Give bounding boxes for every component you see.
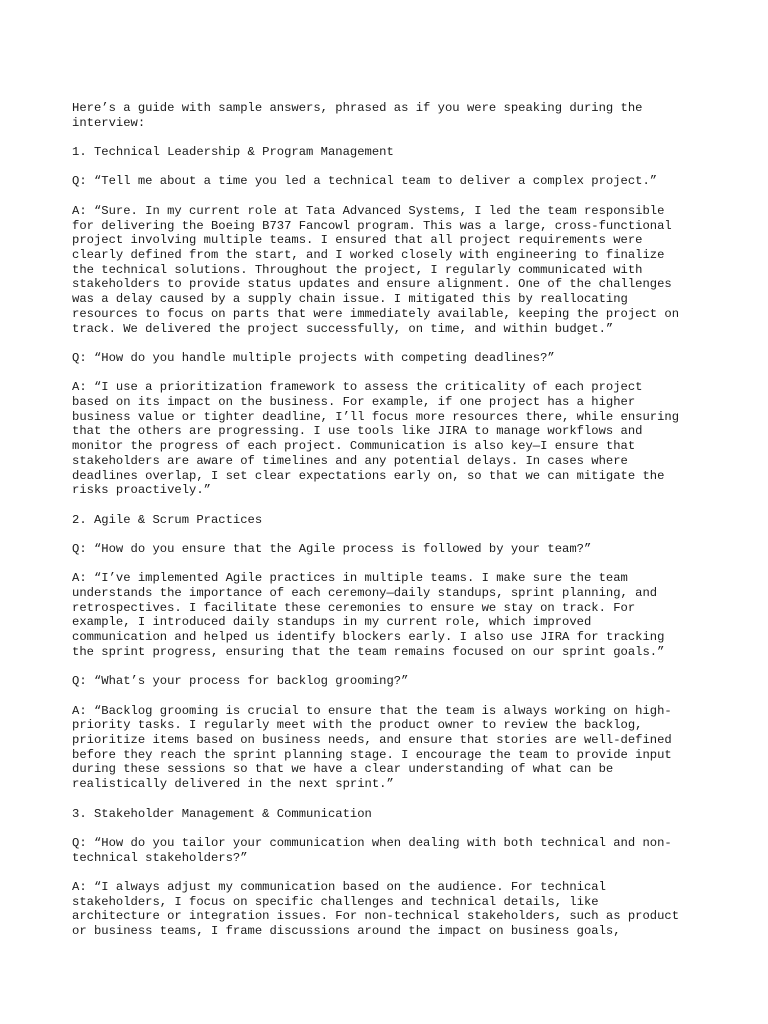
- question-text: Q: “How do you handle multiple projects with competing deadlines?”: [72, 350, 555, 365]
- answer-text: A: “I use a prioritization framework to assess the criticality of each project based on its impact on the business. For example, if one project has a higher business value or tighter deadline, I’ll focus more resources there, while ensuring that the others are progressing. I use tools like JIRA to manage workflows and monitor the progress of each project. Communication is also key—I ensure that stakeholders are aware of timelines and any potential delays. In cases where deadlines overlap, I set clear expectations early on, so that we can mitigate the risks proactively.”: [72, 380, 680, 498]
- section-heading: 2. Agile & Scrum Practices: [72, 512, 263, 527]
- section-heading: 3. Stakeholder Management & Communication: [72, 806, 372, 821]
- document-page: [72, 101, 712, 954]
- question-text: Q: “Tell me about a time you led a technical team to deliver a complex project.”: [72, 174, 658, 189]
- answer-text: A: “I always adjust my communication based on the audience. For technical stakeholders, I focus on specific challenges and technical details, like architecture or integration issues. For non-technical stakeholders, such as product or business teams, I frame discussions around the impact on business goals,: [72, 880, 680, 939]
- answer-text: A: “I’ve implemented Agile practices in multiple teams. I make sure the team understands the importance of each ceremony—daily standups, sprint planning, and retrospectives. I facilitate these ceremonies to ensure we stay on track. For example, I introduced daily standups in my current role, which improved communication and helped us identify blockers early. I also use JIRA for tracking the sprint progress, ensuring that the team remains focused on our sprint goals.”: [72, 571, 665, 659]
- question-text: Q: “What’s your process for backlog grooming?”: [72, 674, 409, 689]
- intro-paragraph: Here’s a guide with sample answers, phrased as if you were speaking during the interview:: [72, 101, 643, 130]
- question-text: Q: “How do you ensure that the Agile process is followed by your team?”: [72, 541, 592, 556]
- question-text: Q: “How do you tailor your communication when dealing with both technical and non- technical stakeholders?”: [72, 835, 672, 865]
- section-heading: 1. Technical Leadership & Program Management: [72, 145, 394, 160]
- answer-text: A: “Sure. In my current role at Tata Advanced Systems, I led the team responsible for delivering the Boeing B737 Fancowl program. This was a large, cross-functional project involving multiple teams. I ensured that all project requirements were clearly defined from the start, and I worked closely with engineering to finalize the technical solutions. Throughout the project, I regularly communicated with stakeholders to provide status updates and ensure alignment. One of the challenges was a delay caused by a supply chain issue. I mitigated this by reallocating resources to focus on parts that were immediately available, keeping the project on track. We delivered the project successfully, on time, and within budget.”: [72, 203, 680, 336]
- answer-text: A: “Backlog grooming is crucial to ensure that the team is always working on high- priority tasks. I regularly meet with the product owner to review the backlog, prioritize items based on business needs, and ensure that stories are well-defined before they reach the sprint planning stage. I encourage the team to provide input during these sessions so that we have a clear understanding of what can be realistically delivered in the next sprint.”: [72, 703, 672, 792]
